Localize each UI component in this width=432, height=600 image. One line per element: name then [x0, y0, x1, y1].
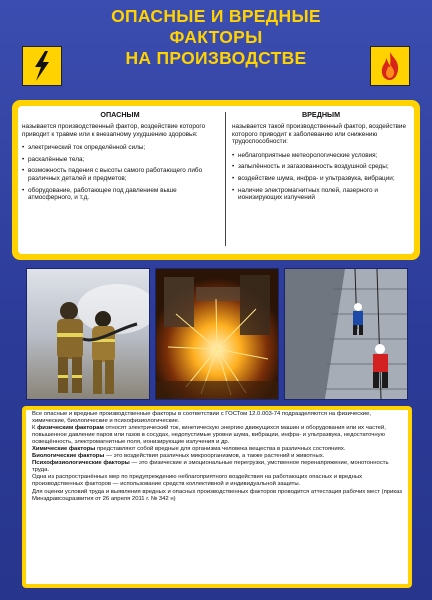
paragraph: Одна из распространённых мер по предупреждению неблагоприятного воздействия на работающих опасных и вредных производственных факторов — использование средств коллективной и индивидуальной защиты. [32, 474, 363, 488]
metallurgy-sparks-photo [155, 268, 279, 400]
list-item: • возможность падения с высоты самого работающего либо различных деталей и предметов; [22, 167, 218, 182]
paragraph: Все опасные и вредные производственные факторы в соответствии с ГОСТом 12.0.003-74 подразделяются на физические, химические, биологические и психофизиологические. [32, 411, 371, 425]
flammable-icon [370, 46, 410, 86]
industrial-climbers-photo [284, 268, 408, 400]
dangerous-list [22, 144, 218, 202]
high-voltage-icon [22, 46, 62, 86]
text-run: относят электрический ток, кинетическую энергию движущихся машин и оборудования или их частей, повышенное давление паров или газов в сосудах, недопустимые уровни шума, вибрации, инфра- и ультразвука, недостаточную освещённость, электромагнитные поля, ионизирующие излучения и др. [32, 425, 386, 446]
title-line-1: ОПАСНЫЕ И ВРЕДНЫЕ ФАКТОРЫ [111, 6, 321, 47]
list-item: • оборудование, работающее под давлением выше атмосферного, и т.д. [22, 187, 218, 202]
term-chemical: Химические факторы [32, 446, 96, 453]
text-run: — это воздействия различных микроорганизмов, а также растений и животных. [104, 453, 325, 460]
list-item: • раскалённые тела; [22, 156, 218, 164]
term-physical: физическим факторам [37, 425, 104, 432]
page-title [70, 6, 362, 69]
dangerous-definition: называется производственный фактор, воздействие которого приводит к травме или к внезапному ухудшению здоровья: [22, 123, 206, 138]
harmful-factor-column [232, 110, 410, 206]
harmful-heading: ВРЕДНЫМ [301, 110, 341, 119]
paragraph: Для оценки условий труда и выявления вредных и опасных производственных факторов проводится аттестация рабочих мест (приказ Минздравсоцразвития от 26 апреля 2011 г. № 342 н) [32, 488, 402, 502]
paragraph [32, 425, 404, 446]
paragraph [32, 460, 404, 474]
dangerous-heading: ОПАСНЫМ [100, 110, 140, 119]
firefighters-photo [26, 268, 150, 400]
text-run: К [32, 425, 38, 432]
term-psychophysiological: Психофизиологические факторы [32, 460, 130, 467]
factor-classification-text [32, 411, 404, 503]
list-item: • запылённость и загазованность воздушной среды; [232, 163, 410, 171]
list-item: • воздействие шума, инфра- и ультразвука, вибрации; [232, 175, 410, 183]
text-run: — это физические и эмоциональные перегрузки, умственное перенапряжение, монотонность труда. [32, 460, 389, 474]
harmful-list [232, 152, 410, 202]
column-divider [225, 112, 226, 246]
term-biological: Биологические факторы [32, 453, 105, 460]
text-run: представляют собой вредные для организма человека вещества в различных состояниях. [95, 446, 346, 453]
list-item: • электрический ток определённой силы; [22, 144, 218, 152]
list-item: • наличие электромагнитных полей, лазерного и ионизирующих излучений [232, 187, 410, 202]
harmful-definition: называется такой производственный фактор, воздействие которого приводит к заболеванию или снижению трудоспособности: [232, 123, 407, 146]
dangerous-factor-column [22, 110, 218, 206]
title-line-2: НА ПРОИЗВОДСТВЕ [125, 48, 307, 68]
list-item: • неблагоприятные метеорологические условия; [232, 152, 410, 160]
